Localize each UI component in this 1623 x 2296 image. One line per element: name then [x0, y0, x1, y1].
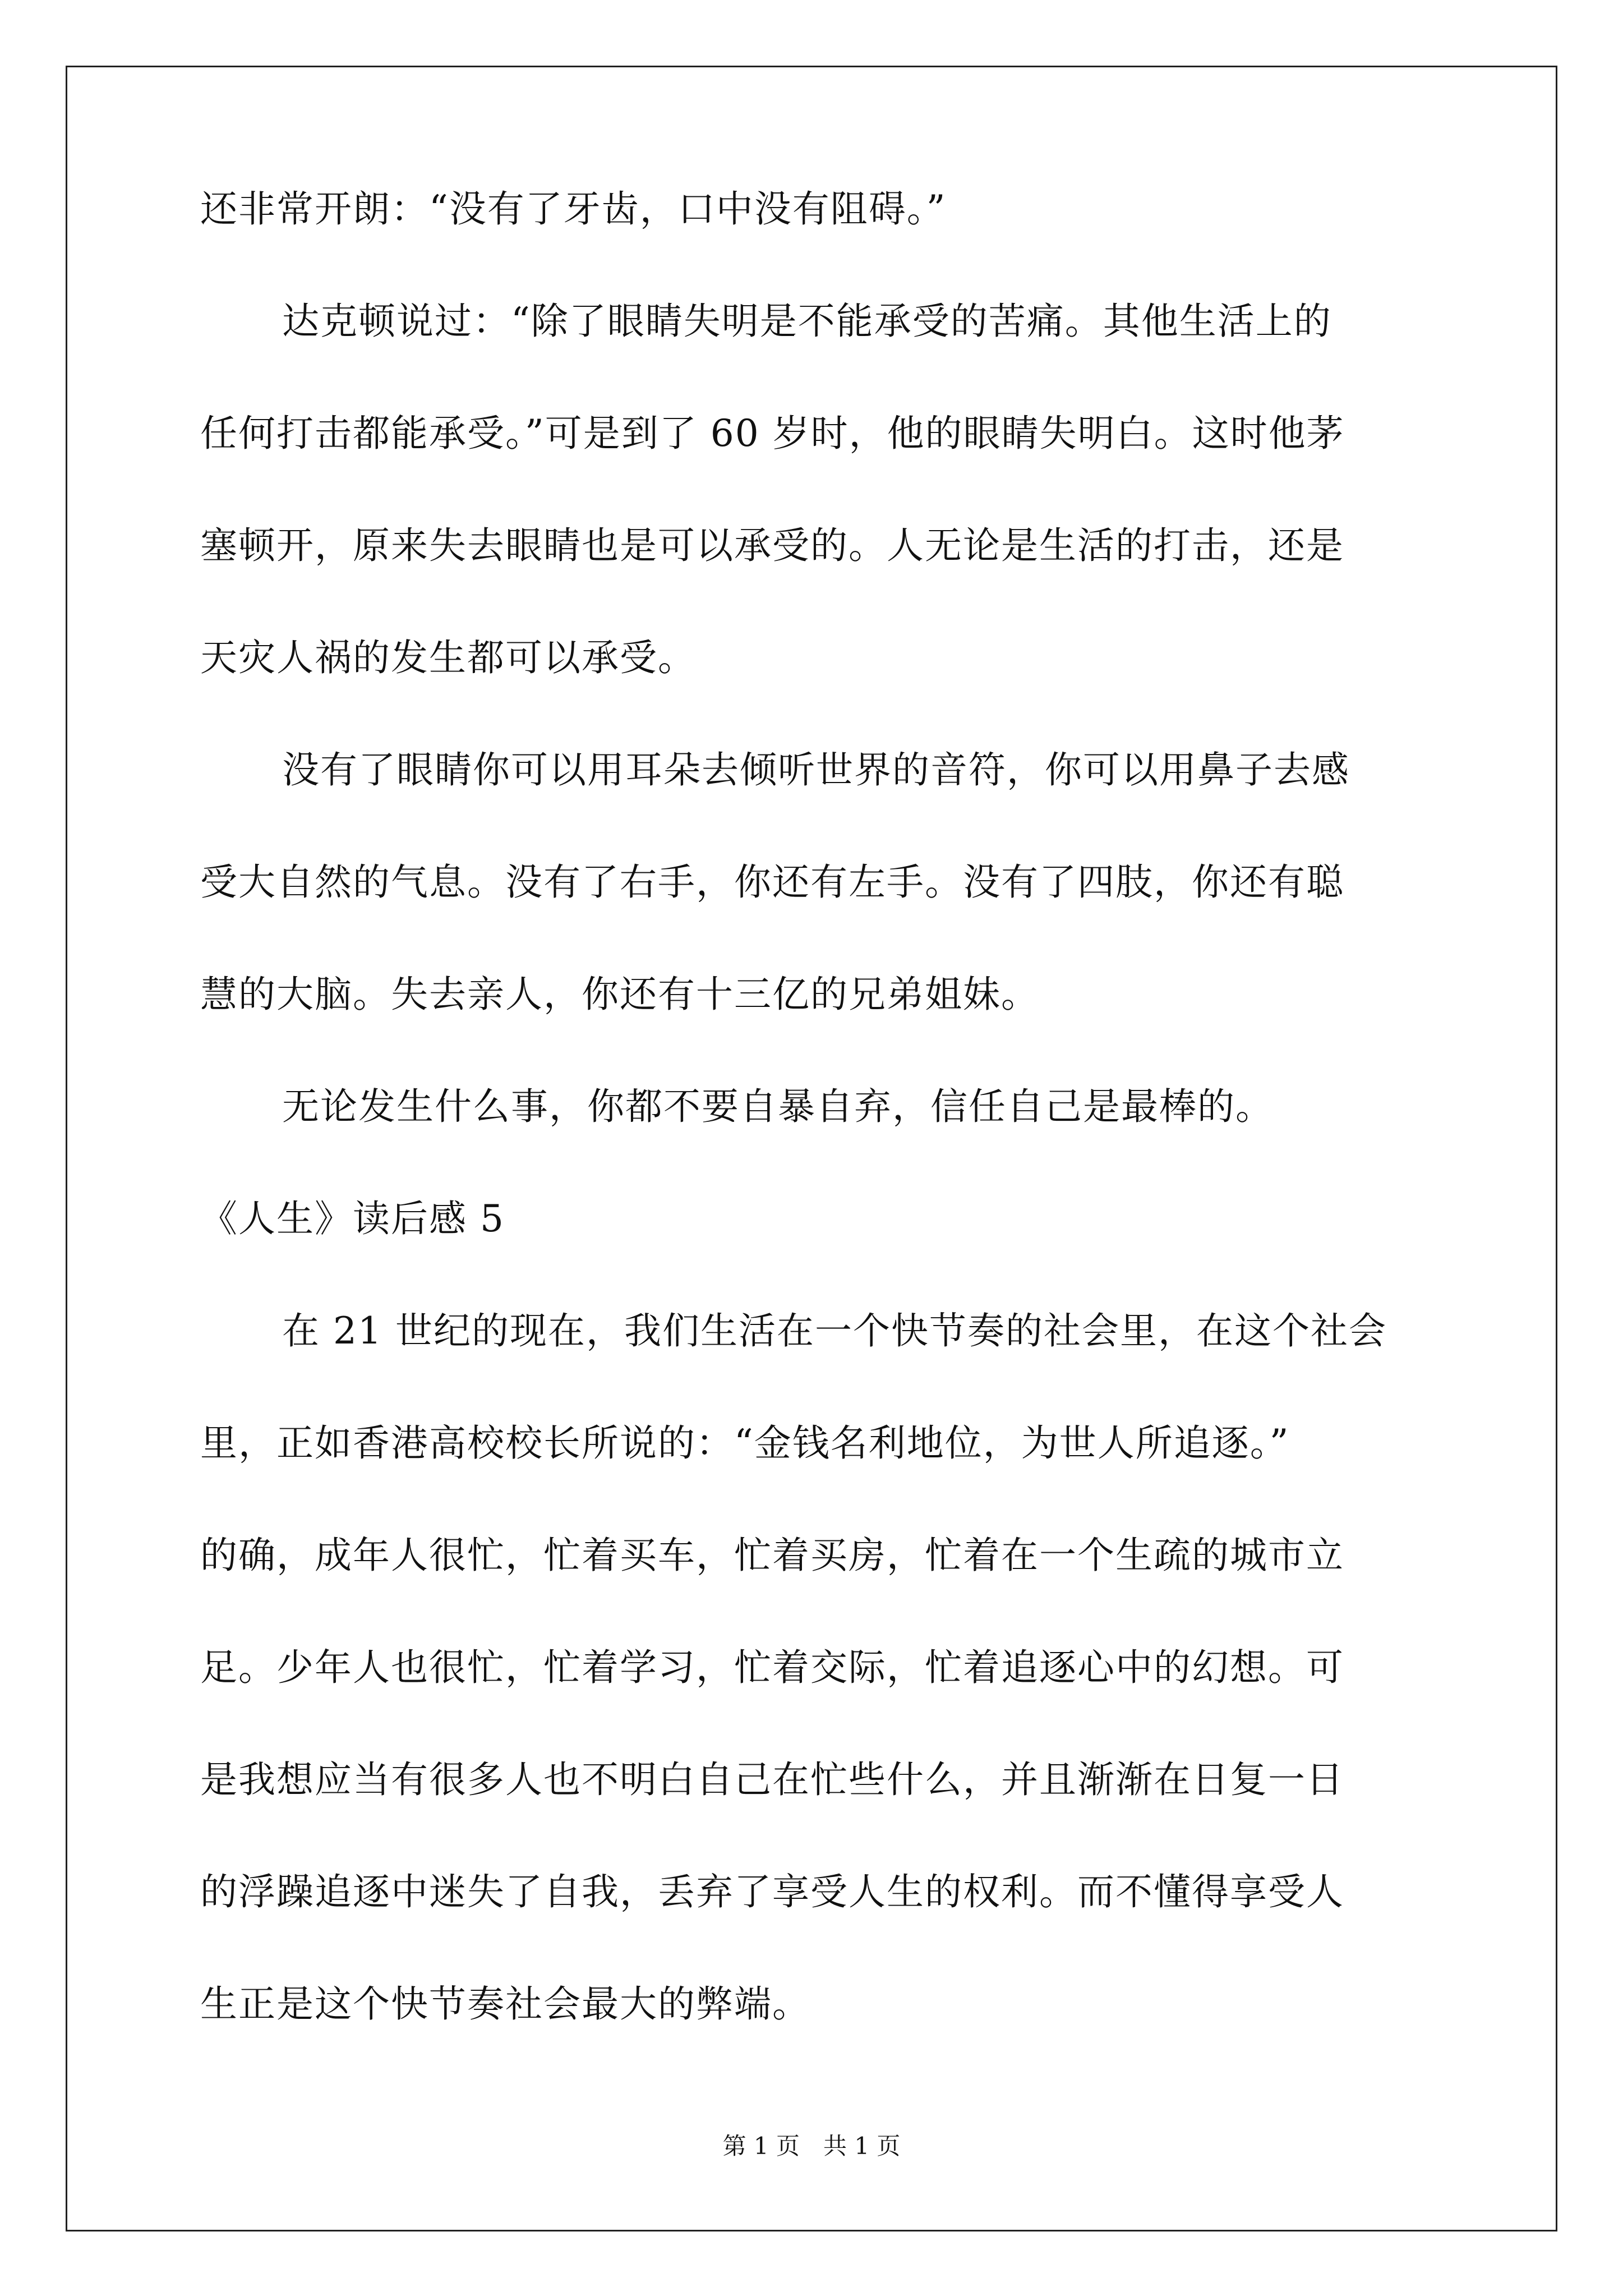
text-line: 是我想应当有很多人也不明白自己在忙些什么，并且渐渐在日复一日 — [200, 1758, 1344, 1801]
text-line: 任何打击都能承受。”可是到了 60 岁时，他的眼睛失明白。这时他茅 — [200, 412, 1345, 455]
text-line: 的确，成年人很忙，忙着买车，忙着买房，忙着在一个生疏的城市立 — [200, 1534, 1344, 1577]
text-line: 里，正如香港高校校长所说的：“金钱名利地位，为世人所追逐。” — [200, 1421, 1290, 1465]
text-line: 无论发生什么事，你都不要自暴自弃，信任自己是最棒的。 — [282, 1085, 1274, 1128]
text-line: 足。少年人也很忙，忙着学习，忙着交际，忙着追逐心中的幻想。可 — [200, 1646, 1344, 1689]
text-line: 的浮躁追逐中迷失了自我，丢弃了享受人生的权利。而不懂得享受人 — [200, 1870, 1344, 1913]
text-line: 塞顿开，原来失去眼睛也是可以承受的。人无论是生活的打击，还是 — [200, 524, 1344, 567]
text-line: 还非常开朗：“没有了牙齿，口中没有阻碍。” — [200, 187, 947, 231]
text-line: 没有了眼睛你可以用耳朵去倾听世界的音符，你可以用鼻子去感 — [282, 748, 1350, 792]
text-line: 受大自然的气息。没有了右手，你还有左手。没有了四肢，你还有聪 — [200, 861, 1344, 904]
text-line: 在 21 世纪的现在，我们生活在一个快节奏的社会里，在这个社会 — [282, 1309, 1387, 1352]
text-line: 达克顿说过：“除了眼睛失明是不能承受的苦痛。其他生活上的 — [282, 300, 1332, 343]
page-footer: 第 1 页 共 1 页 — [722, 2132, 901, 2160]
section-heading: 《人生》读后感 5 — [200, 1197, 505, 1240]
text-line: 天灾人祸的发生都可以承受。 — [200, 636, 696, 679]
text-line: 慧的大脑。失去亲人，你还有十三亿的兄弟姐妹。 — [200, 973, 1039, 1016]
text-line: 生正是这个快节奏社会最大的弊端。 — [200, 1982, 810, 2026]
